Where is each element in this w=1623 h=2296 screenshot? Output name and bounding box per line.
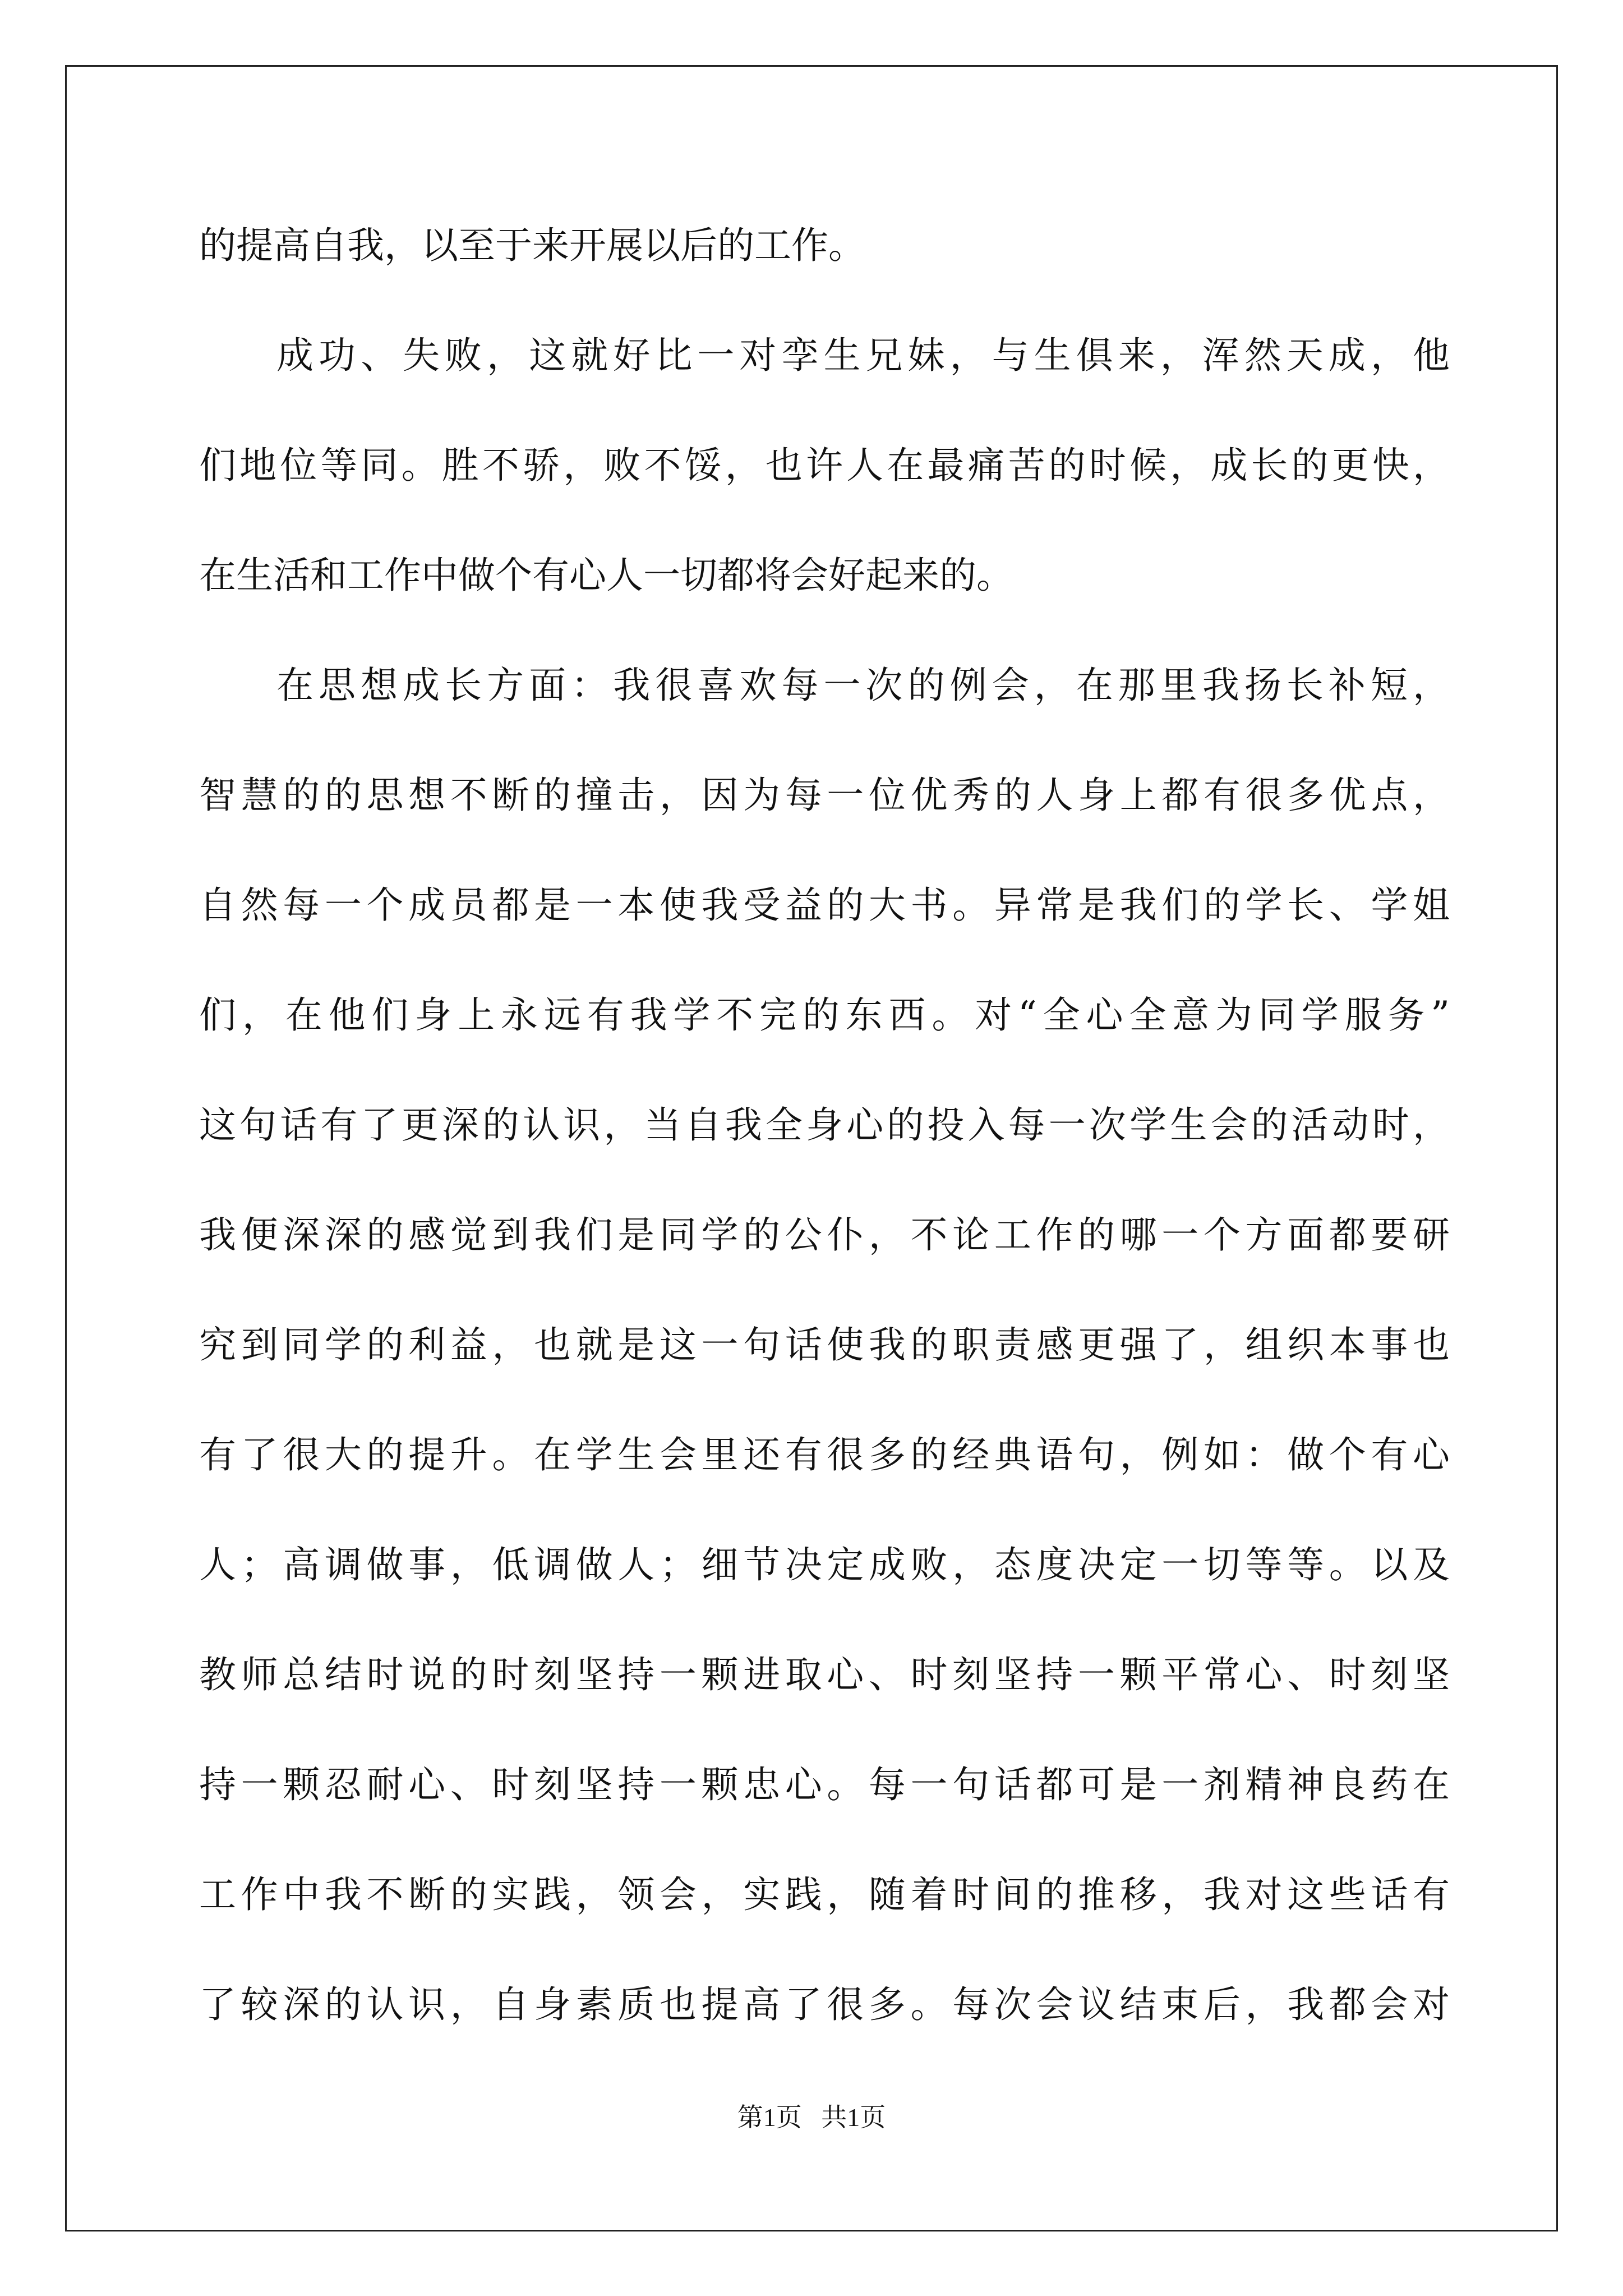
page-footer: 第1页 共1页 <box>737 2103 886 2132</box>
text-line: 有了很大的提升。在学生会里还有很多的经典语句，例如：做个有心 <box>199 1433 1450 1476</box>
text-line: 自然每一个成员都是一本使我受益的大书。异常是我们的学长、学姐 <box>199 884 1450 927</box>
text-line: 们地位等同。胜不骄，败不馁，也许人在最痛苦的时候，成长的更快， <box>199 444 1450 487</box>
text-line: 我便深深的感觉到我们是同学的公仆，不论工作的哪一个方面都要研 <box>199 1213 1450 1257</box>
text-line: 们，在他们身上永远有我学不完的东西。对“全心全意为同学服务” <box>199 993 1450 1037</box>
text-line: 人；高调做事，低调做人；细节决定成败，态度决定一切等等。以及 <box>199 1543 1450 1586</box>
document-body <box>199 191 1450 2060</box>
text-line: 究到同学的利益，也就是这一句话使我的职责感更强了，组织本事也 <box>199 1323 1450 1366</box>
text-line: 工作中我不断的实践，领会，实践，随着时间的推移，我对这些话有 <box>199 1873 1450 1916</box>
text-line: 持一颗忍耐心、时刻坚持一颗忠心。每一句话都可是一剂精神良药在 <box>199 1763 1450 1806</box>
text-line: 教师总结时说的时刻坚持一颗进取心、时刻坚持一颗平常心、时刻坚 <box>199 1653 1450 1696</box>
text-line: 在思想成长方面：我很喜欢每一次的例会，在那里我扬长补短， <box>276 664 1450 707</box>
text-line: 成功、失败，这就好比一对孪生兄妹，与生俱来，浑然天成，他 <box>276 334 1450 377</box>
text-line: 智慧的的思想不断的撞击，因为每一位优秀的人身上都有很多优点， <box>199 774 1450 817</box>
text-line: 了较深的认识，自身素质也提高了很多。每次会议结束后，我都会对 <box>199 1983 1450 2026</box>
text-line: 的提高自我，以至于来开展以后的工作。 <box>199 224 865 267</box>
text-line: 在生活和工作中做个有心人一切都将会好起来的。 <box>199 554 1013 597</box>
text-line: 这句话有了更深的认识，当自我全身心的投入每一次学生会的活动时， <box>199 1103 1450 1147</box>
